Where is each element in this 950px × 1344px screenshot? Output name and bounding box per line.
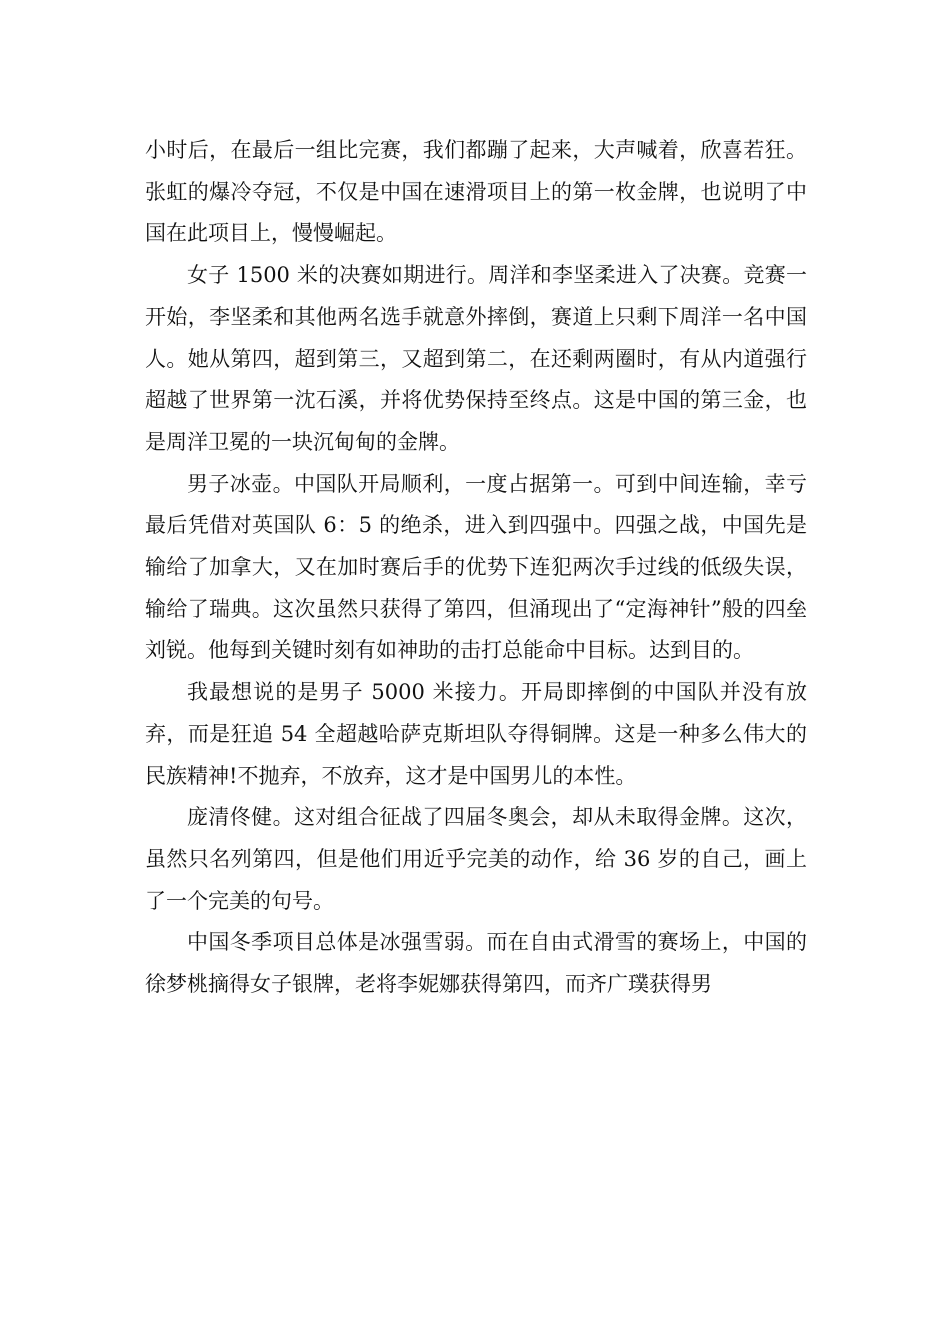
paragraph-freestyle-skiing: 中国冬季项目总体是冰强雪弱。而在自由式滑雪的赛场上，中国的徐梦桃摘得女子银牌，老将李妮娜获得第四，而齐广璞获得男 [145, 930, 807, 997]
body-text [145, 130, 807, 1006]
paragraph-mens-5000m-relay: 我最想说的是男子 5000 米接力。开局即摔倒的中国队并没有放弃，而是狂追 54 全超越哈萨克斯坦队夺得铜牌。这是一种多么伟大的民族精神!不抛弃，不放弃，这才是中国男儿的本性。 [145, 680, 807, 788]
paragraph-womens-1500m: 女子 1500 米的决赛如期进行。周洋和李坚柔进入了决赛。竞赛一开始，李坚柔和其他两名选手就意外摔倒，赛道上只剩下周洋一名中国人。她从第四，超到第三，又超到第二，在还剩两圈时，有从内道强行超越了世界第一沈石溪，并将优势保持至终点。这是中国的第三金，也是周洋卫冕的一块沉甸甸的金牌。 [145, 263, 807, 454]
paragraph-continuation: 小时后，在最后一组比完赛，我们都蹦了起来，大声喊着，欣喜若狂。张虹的爆冷夺冠，不仅是中国在速滑项目上的第一枚金牌，也说明了中国在此项目上，慢慢崛起。 [145, 138, 807, 246]
paragraph-pang-tong: 庞清佟健。这对组合征战了四届冬奥会，却从未取得金牌。这次，虽然只名列第四，但是他们用近乎完美的动作，给 36 岁的自己，画上了一个完美的句号。 [145, 805, 807, 913]
paragraph-mens-curling: 男子冰壶。中国队开局顺利，一度占据第一。可到中间连输，幸亏最后凭借对英国队 6：5 的绝杀，进入到四强中。四强之战，中国先是输给了加拿大，又在加时赛后手的优势下连犯两次手过线的低级失误，输给了瑞典。这次虽然只获得了第四，但涌现出了“定海神针”般的四垒刘锐。他每到关键时刻有如神助的击打总能命中目标。达到目的。 [145, 471, 807, 663]
